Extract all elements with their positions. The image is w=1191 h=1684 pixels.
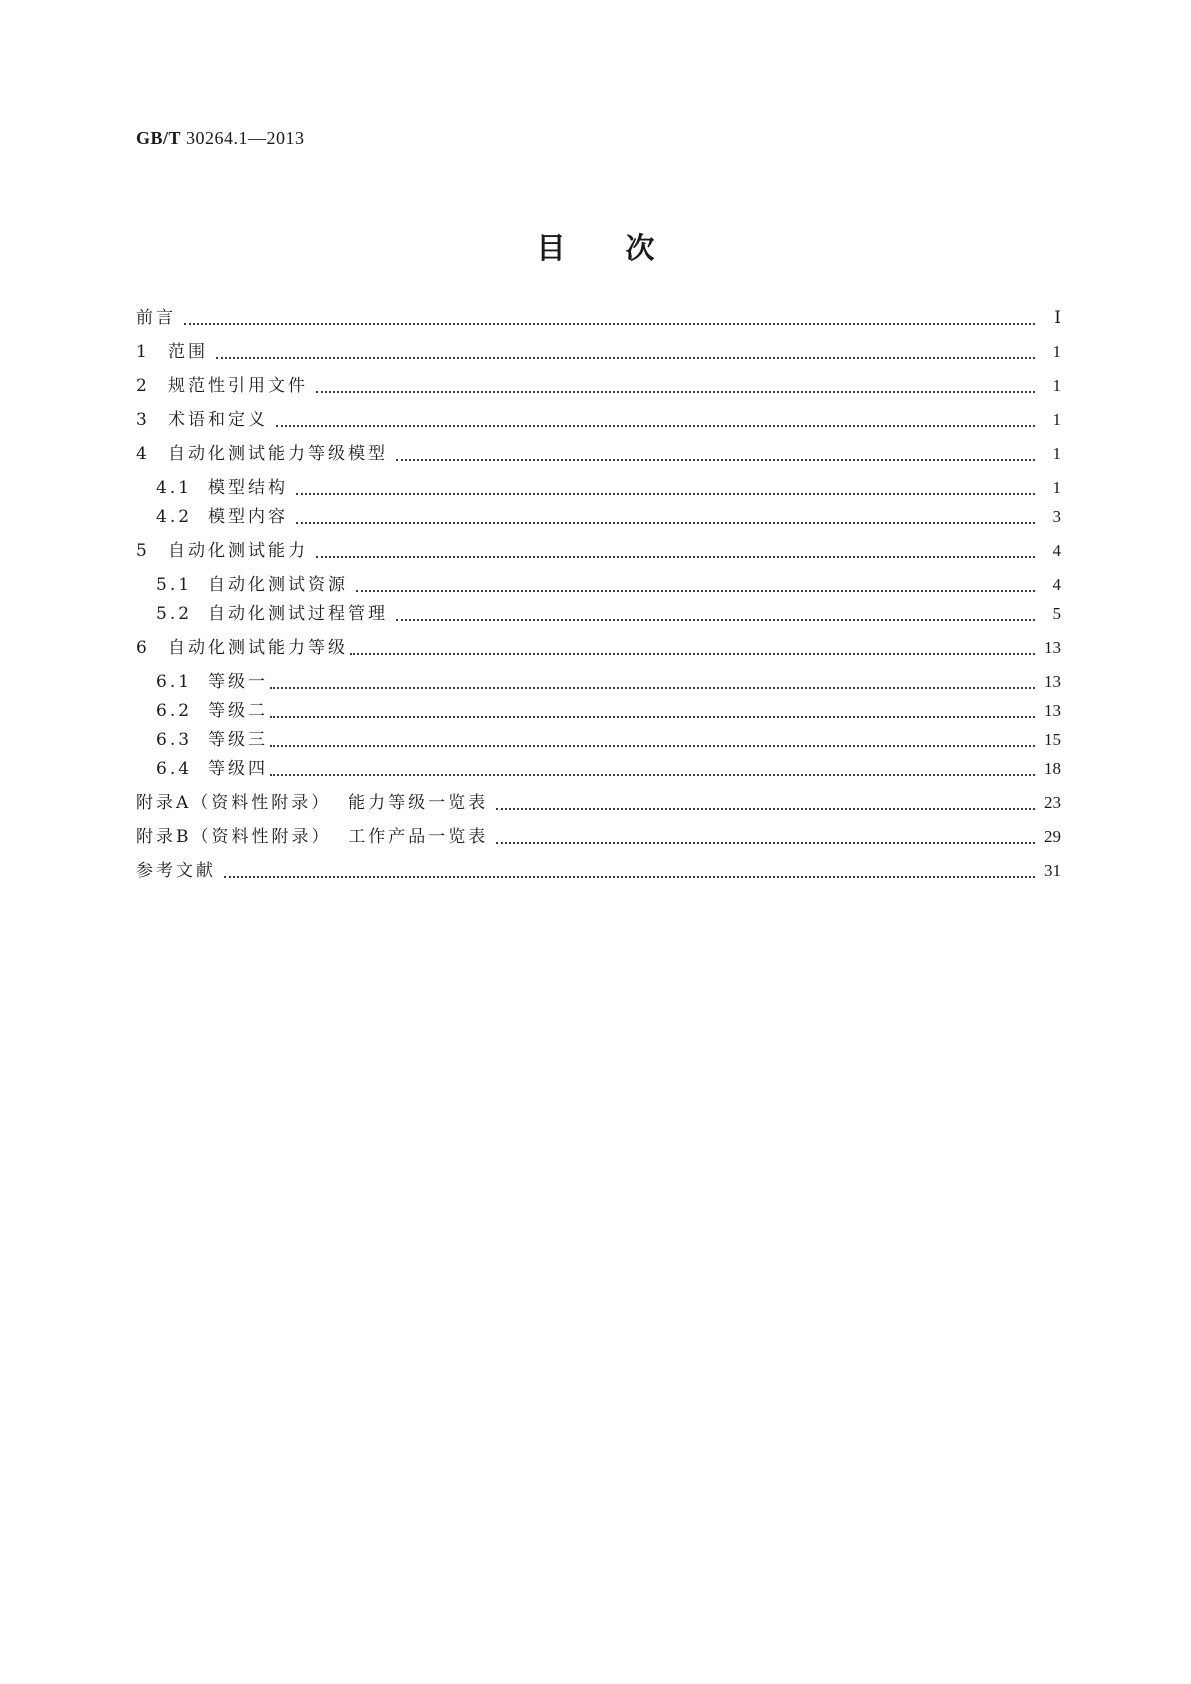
standard-number: 30264.1—2013 <box>186 128 305 148</box>
toc-dot-leader <box>496 808 1035 810</box>
toc-entry-label: 等级三 <box>208 730 268 750</box>
toc-entry-label: 附录B（资料性附录） 工作产品一览表 <box>136 827 489 847</box>
toc-dot-leader <box>276 425 1035 427</box>
toc-entry-label: 规范性引用文件 <box>168 376 308 396</box>
toc-entry-label: 自动化测试资源 <box>208 575 348 595</box>
toc-dot-leader <box>270 687 1035 689</box>
toc-entry-4-2[interactable] <box>156 505 1061 529</box>
toc-entry-6[interactable] <box>136 636 1061 660</box>
toc-entry-6-1[interactable] <box>156 670 1061 694</box>
toc-dot-leader <box>396 619 1035 621</box>
toc-entry-references[interactable] <box>136 859 1061 883</box>
toc-entry-2[interactable] <box>136 374 1061 398</box>
toc-entry-appendix-b[interactable] <box>136 825 1061 849</box>
toc-entry-label: 前言 <box>136 308 176 328</box>
toc-entry-label: 自动化测试能力等级 <box>168 638 348 658</box>
toc-entry-6-4[interactable] <box>156 757 1061 781</box>
toc-dot-leader <box>184 323 1035 325</box>
toc-page-number: 31 <box>1044 861 1061 880</box>
toc-page-number: 13 <box>1044 638 1061 657</box>
toc-entry-preface[interactable] <box>136 306 1061 330</box>
toc-entry-6-3[interactable] <box>156 728 1061 752</box>
toc-entry-label: 等级一 <box>208 672 268 692</box>
toc-entry-number: 4 <box>136 444 150 464</box>
toc-entry-number: 5.1 <box>156 575 193 595</box>
toc-entry-label: 附录A（资料性附录） 能力等级一览表 <box>136 793 489 813</box>
toc-entry-number: 1 <box>136 342 150 362</box>
toc-dot-leader <box>296 493 1035 495</box>
toc-entry-label: 术语和定义 <box>168 410 268 430</box>
toc-page-number: 13 <box>1044 672 1061 691</box>
toc-entry-number: 4.1 <box>156 478 193 498</box>
toc-entry-label: 参考文献 <box>136 861 216 881</box>
toc-page-number: 13 <box>1044 701 1061 720</box>
standard-prefix: GB/T <box>136 128 182 148</box>
toc-entry-6-2[interactable] <box>156 699 1061 723</box>
toc-dot-leader <box>270 745 1035 747</box>
toc-dot-leader <box>496 842 1035 844</box>
toc-entry-appendix-a[interactable] <box>136 791 1061 815</box>
toc-entry-5-1[interactable] <box>156 573 1061 597</box>
toc-entry-3[interactable] <box>136 408 1061 432</box>
toc-page-number: 5 <box>1052 604 1061 623</box>
toc-entry-label: 范围 <box>168 342 208 362</box>
toc-dot-leader <box>316 391 1035 393</box>
toc-entry-number: 2 <box>136 376 150 396</box>
toc-page-number: 3 <box>1052 507 1061 526</box>
toc-dot-leader <box>296 522 1035 524</box>
page-title: 目次 <box>536 231 715 265</box>
toc-dot-leader <box>216 357 1035 359</box>
toc-page-number: 4 <box>1052 575 1061 594</box>
toc-entry-label: 自动化测试过程管理 <box>208 604 388 624</box>
toc-dot-leader <box>270 716 1035 718</box>
toc-entry-5[interactable] <box>136 539 1061 563</box>
toc-page-number: 1 <box>1052 444 1061 463</box>
toc-page-number: 4 <box>1052 541 1061 560</box>
toc-entry-number: 3 <box>136 410 150 430</box>
toc-page-number: 1 <box>1052 410 1061 429</box>
toc-dot-leader <box>350 653 1035 655</box>
toc-entry-number: 4.2 <box>156 507 193 527</box>
toc-entry-label: 模型结构 <box>208 478 288 498</box>
toc-entry-4[interactable] <box>136 442 1061 466</box>
toc-page-number: Ⅰ <box>1054 308 1061 327</box>
toc-page-number: 23 <box>1044 793 1061 812</box>
toc-page-number: 18 <box>1044 759 1061 778</box>
toc-entry-label: 等级四 <box>208 759 268 779</box>
toc-entry-label: 等级二 <box>208 701 268 721</box>
toc-page-number: 1 <box>1052 376 1061 395</box>
toc-entry-number: 6.4 <box>156 759 193 779</box>
toc-entry-number: 6.3 <box>156 730 193 750</box>
toc-dot-leader <box>356 590 1035 592</box>
toc-entry-4-1[interactable] <box>156 476 1061 500</box>
toc-entry-number: 5 <box>136 541 150 561</box>
toc-entry-1[interactable] <box>136 340 1061 364</box>
toc-dot-leader <box>224 876 1035 878</box>
standard-code <box>136 128 305 149</box>
toc-entry-label: 自动化测试能力 <box>168 541 308 561</box>
toc-entry-number: 6 <box>136 638 150 658</box>
toc-entry-label: 自动化测试能力等级模型 <box>168 444 388 464</box>
toc-page-number: 1 <box>1052 342 1061 361</box>
toc-page-number: 1 <box>1052 478 1061 497</box>
toc-page-number: 15 <box>1044 730 1061 749</box>
toc-page-number: 29 <box>1044 827 1061 846</box>
toc-entry-number: 5.2 <box>156 604 193 624</box>
toc-entry-number: 6.1 <box>156 672 193 692</box>
toc-entry-number: 6.2 <box>156 701 193 721</box>
toc-entry-5-2[interactable] <box>156 602 1061 626</box>
toc-entry-label: 模型内容 <box>208 507 288 527</box>
toc-dot-leader <box>396 459 1035 461</box>
toc-dot-leader <box>316 556 1035 558</box>
toc-dot-leader <box>270 774 1035 776</box>
